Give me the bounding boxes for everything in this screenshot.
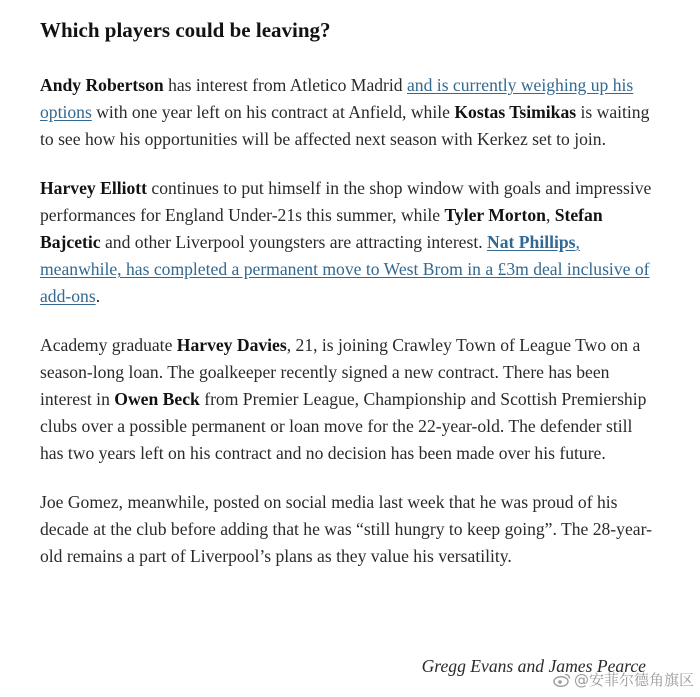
- paragraph-davies: [40, 332, 660, 467]
- text: , 21, is joining Crawley Town of League Two on a season-long loan. The goalkeeper recently signed a new contract. There has been interest in: [40, 335, 641, 409]
- player-name: Stefan Bajcetic: [40, 205, 603, 252]
- player-name: Kostas Tsimikas: [454, 102, 577, 122]
- text: .: [95, 286, 101, 306]
- link-player-name[interactable]: Nat Phillips: [487, 232, 576, 252]
- player-name: Andy Robertson: [40, 75, 164, 95]
- player-name: Tyler Morton: [444, 205, 546, 225]
- options-link[interactable]: and is currently weighing up his options: [40, 75, 634, 122]
- text: continues to put himself in the shop window with goals and impressive performances for England Under-21s this summer, while: [40, 178, 652, 225]
- article-body: [40, 14, 660, 592]
- player-name: Owen Beck: [114, 389, 200, 409]
- text: has interest from Atletico Madrid: [163, 75, 407, 95]
- watermark-text: @安菲尔德角旗区: [573, 671, 694, 689]
- text: and other Liverpool youngsters are attracting interest.: [100, 232, 488, 252]
- watermark: [553, 669, 694, 690]
- player-name: Harvey Davies: [176, 335, 287, 355]
- text: from Premier League, Championship and Scottish Premiership clubs over a possible permanent or loan move for the 22-year-old. The defender still has two years left on his contract and no decision has been made over his future.: [40, 389, 647, 463]
- paragraph-elliott: [40, 175, 660, 310]
- byline: Gregg Evans and James Pearce: [421, 656, 646, 676]
- weibo-icon: [553, 673, 571, 687]
- text: with one year left on his contract at Anfield, while: [91, 102, 455, 122]
- paragraph-robertson: [40, 72, 660, 153]
- text: ,: [545, 205, 555, 225]
- text: Academy graduate: [40, 335, 177, 355]
- text: is waiting to see how his opportunities will be affected next season with Kerkez set to join.: [40, 102, 650, 149]
- player-name: Harvey Elliott: [40, 178, 148, 198]
- link-text[interactable]: , meanwhile, has completed a permanent move to West Brom in a £3m deal inclusive of add-ons: [40, 232, 650, 306]
- section-heading: Which players could be leaving?: [40, 18, 331, 42]
- paragraph-gomez: Joe Gomez, meanwhile, posted on social media last week that he was proud of his decade at the club before adding that he was “still hungry to keep going”. The 28-year-old remains a part of Liverpool’s plans as they value his versatility.: [40, 492, 652, 566]
